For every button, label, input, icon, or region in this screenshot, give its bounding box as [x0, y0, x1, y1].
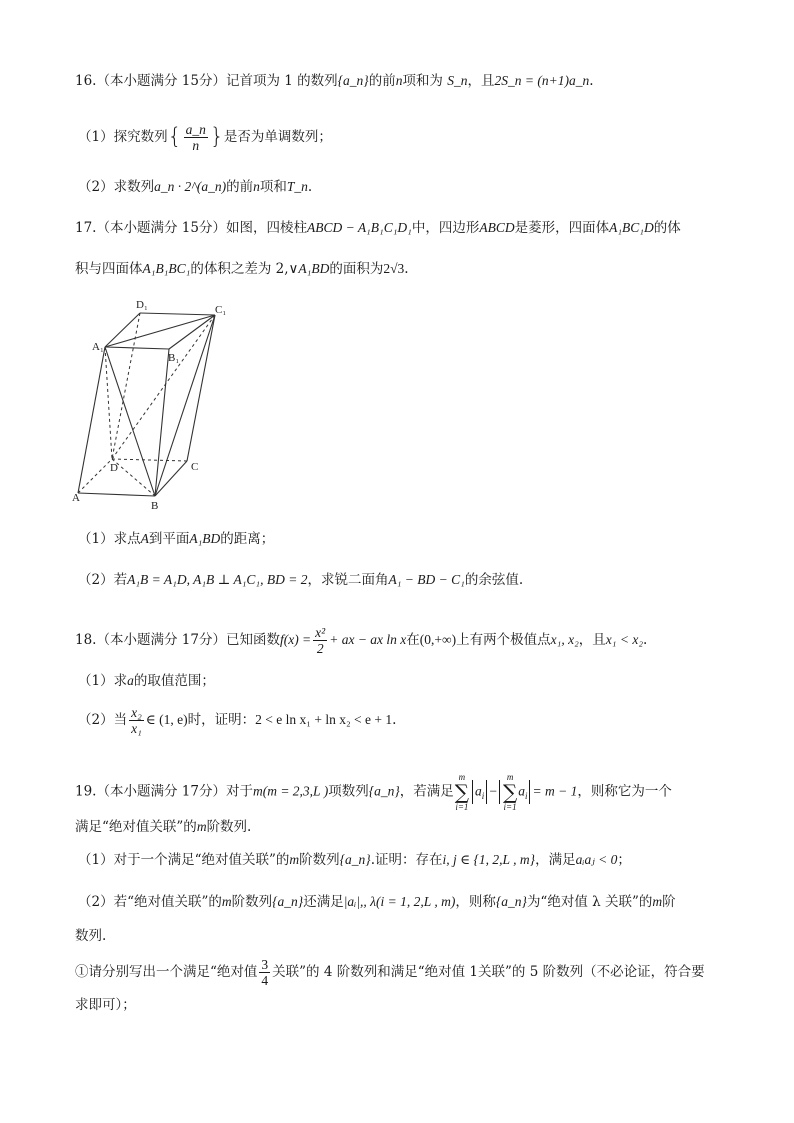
label-c1: C₁: [215, 304, 227, 316]
p19-q1-b: 阶数列: [299, 852, 340, 868]
sigma-2-top: m: [506, 772, 514, 782]
p16-q1-frac: [184, 122, 208, 153]
p17-q2-b: ，求锐二面角: [307, 572, 389, 588]
sigma-1-bot: i=1: [455, 802, 469, 812]
frac-den: n: [192, 138, 200, 153]
p17-l2b: 的体积之差为 2,∨: [190, 261, 299, 277]
p17-l1d: 的体: [653, 220, 681, 236]
p17-q1-d: 的距离；: [220, 531, 275, 547]
p19-q2: [78, 893, 676, 911]
p19-q2-abs: |aᵢ|,, λ(i = 1, 2,L , m): [343, 894, 456, 909]
p19-q2-m: m: [221, 894, 232, 909]
p18-q2-a: （2）当: [78, 712, 128, 728]
p19-sub1-num: 3: [261, 957, 269, 972]
p19-sub1: [75, 957, 705, 988]
label-b1: B₁: [168, 352, 180, 364]
p16-mid3: ，且: [467, 73, 495, 89]
p17-q1-a: （1）求点: [78, 531, 141, 547]
p19-l1c: ，若满足: [399, 783, 454, 800]
p16-q2-n: n: [253, 179, 260, 194]
p16-mid2: 项和为: [402, 73, 443, 89]
p18-pts: x₁, x₂: [550, 632, 579, 647]
edge-d1-c1: [140, 313, 215, 315]
edge-b1-c1: [169, 315, 215, 349]
p18-q2-in: ∈ (1, e): [145, 712, 188, 727]
p19-q2-d: ，则称: [455, 894, 496, 910]
p18-q1-a: （1）求: [78, 673, 128, 689]
p17-l1: 17.（本小题满分 15分）如图，四棱柱: [75, 220, 307, 236]
sigma-1: [455, 772, 469, 812]
p19-ai: a: [475, 783, 482, 799]
p18-interval: (0,+∞): [419, 632, 457, 647]
p19-q2-g: 数列.: [75, 928, 107, 944]
p17-l2d: .: [404, 261, 409, 277]
label-a: A: [72, 492, 80, 504]
p19-sub1-den: 4: [261, 973, 269, 988]
p19-ai-sub: i: [481, 791, 485, 802]
p16-q2-tn: T_n: [286, 179, 308, 194]
p19-q2-e: 为“绝对值 λ 关联”的: [526, 894, 653, 910]
p19-q1-seq: {a_n}: [339, 852, 371, 867]
p17-abcd: ABCD: [479, 220, 515, 235]
edge-a-b: [78, 493, 155, 496]
p19-line1: [75, 772, 672, 812]
p17-prism: ABCD − A₁B₁C₁D₁: [306, 220, 412, 235]
edge-b-c: [155, 461, 187, 496]
p16-line1: [75, 72, 594, 90]
p16-q1-pre: （1）探究数列: [78, 129, 168, 145]
p16-q2: [78, 178, 312, 196]
p16-eq: 2S_n = (n+1)a_n: [494, 73, 590, 88]
sigma-2: [503, 772, 517, 812]
p19-sub1-c: 求即可）；: [75, 997, 136, 1013]
p19-q1: [78, 851, 631, 869]
p17-q1-point: A: [140, 531, 149, 546]
p16-seq: {a_n}: [337, 73, 369, 88]
label-d1: D₁: [136, 299, 148, 311]
p18-den: 2: [316, 641, 324, 656]
p16-end: .: [589, 73, 594, 89]
p17-area: 2√3: [383, 261, 405, 276]
sigma-1-top: m: [458, 772, 466, 782]
p18-q2-ineq: 2 < e ln x₁ + ln x₂ < e + 1: [255, 712, 393, 727]
p17-l2a: 积与四面体: [75, 261, 143, 277]
p19-line2: [75, 818, 251, 836]
p18-q2-frac: [129, 705, 144, 736]
p19-l2b: 阶数列.: [206, 819, 252, 835]
hidden-c1-d: [112, 315, 215, 459]
p19-q2-seq2: {a_n}: [495, 894, 527, 909]
sigma-1-sym: ∑: [454, 780, 470, 804]
p18-q2-num: x₂: [131, 705, 142, 720]
abs-bar: [472, 780, 473, 804]
p19-q2-m2: m: [652, 894, 663, 909]
p16-q2-expr: a_n · 2^(a_n): [154, 179, 227, 194]
p16-q2-pre: （2）求数列: [78, 179, 155, 195]
p19-q1-e: ；: [617, 852, 631, 868]
label-d: D: [110, 462, 118, 474]
p19-minus: −: [489, 783, 497, 799]
p18-l1: 18.（本小题满分 17分）已知函数: [75, 632, 280, 648]
p19-q1-m: m: [289, 852, 300, 867]
p18-frac: [313, 625, 327, 656]
hidden-d-c: [112, 459, 187, 461]
p19-q2-seq: {a_n}: [272, 894, 304, 909]
p19-l2: 满足“绝对值关联”的: [75, 819, 197, 835]
brace-left: {: [167, 124, 182, 150]
p18-f: f(x) =: [279, 632, 312, 647]
p19-q1-c: .证明：存在: [370, 852, 443, 868]
p19-l1b: 项数列: [328, 783, 369, 800]
p16-q2-end: .: [307, 179, 313, 195]
sigma-2-bot: i=1: [503, 802, 517, 812]
p18-q2-end: .: [392, 712, 397, 728]
p18-q1-var: a: [127, 673, 134, 688]
p17-l1c: 是菱形，四面体: [514, 220, 610, 236]
p18-q2: [78, 705, 396, 736]
p17-line2: [75, 260, 409, 278]
p18-q1-b: 的取值范围；: [133, 673, 215, 689]
p19-mcond: m(m = 2,3,L ): [252, 783, 329, 799]
p16-q1: [78, 122, 332, 153]
p19-rhs: = m − 1: [532, 783, 578, 799]
label-b: B: [151, 500, 159, 512]
p19-q2-f: 阶: [662, 894, 676, 910]
p17-q1: [78, 530, 274, 548]
p19-ai-2: a: [518, 783, 525, 799]
p16-q2-post: 项和: [259, 179, 287, 195]
p19-sub1-b: 关联”的 4 阶数列和满足“绝对值 1关联”的 5 阶数列（不必论证，符合要: [272, 964, 705, 980]
p17-l1b: 中，四边形: [411, 220, 480, 236]
p17-q2: [78, 571, 523, 589]
abs-bar: [499, 780, 500, 804]
p19-sub1-a: ①请分别写出一个满足“绝对值: [75, 964, 258, 980]
p17-tri: A₁BD: [298, 261, 330, 276]
p18-line1: [75, 625, 647, 656]
p17-tet1: A₁BC₁D: [609, 220, 654, 235]
p19-q2-c: 还满足: [303, 894, 344, 910]
p17-q2-a: （2）若: [78, 572, 128, 588]
p18-rest: + ax − ax ln x: [329, 632, 407, 647]
p18-q2-b: 时，证明：: [187, 712, 256, 728]
p19-l1d: ，则称它为一个: [577, 783, 672, 800]
label-c: C: [191, 461, 199, 473]
p19-l2m: m: [196, 819, 207, 834]
p19-q1-d: ，满足: [535, 852, 576, 868]
p18-ineq: x₁ < x₂: [605, 632, 644, 647]
abs-bar: [529, 780, 530, 804]
abs-bar: [486, 780, 487, 804]
brace-right: }: [209, 124, 224, 150]
frac-num: a_n: [185, 122, 206, 137]
label-a1: A₁: [92, 341, 104, 353]
edge-a1-b1: [105, 347, 169, 349]
p16-head: 16.（本小题满分 15分）记首项为 1 的数列: [75, 73, 338, 89]
p18-l1c: 上有两个极值点: [456, 632, 551, 648]
p17-tet2: A₁B₁BC₁: [142, 261, 191, 276]
p18-l1d: ，且: [578, 632, 606, 648]
p17-line1: [75, 219, 681, 237]
p19-seq: {a_n}: [368, 783, 400, 799]
sigma-2-sym: ∑: [502, 780, 518, 804]
p17-q2-angle: A₁ − BD − C₁: [388, 572, 465, 587]
p18-q2-den: x₁: [131, 721, 142, 736]
p18-l1b: 在: [406, 632, 420, 648]
p16-sn: S_n: [447, 73, 468, 88]
p18-q1: [78, 672, 215, 690]
p19-ai-sub-2: i: [524, 791, 528, 802]
p19-sub1-frac: [259, 957, 270, 988]
p17-q2-cond: A₁B = A₁D, A₁B ⊥ A₁C₁, BD = 2: [127, 572, 308, 587]
p16-n: n: [395, 73, 403, 88]
p19-q1-a: （1）对于一个满足“绝对值关联”的: [78, 852, 290, 868]
p19-q1-set: i, j ∈ {1, 2,L , m}: [442, 852, 536, 867]
p17-l2c: 的面积为: [329, 261, 384, 277]
p16-q1-post: 是否为单调数列；: [223, 129, 332, 145]
p16-mid: 的前: [368, 73, 396, 89]
p17-q2-c: 的余弦值.: [464, 572, 524, 588]
p19-q1-ineq: aᵢaⱼ < 0: [575, 852, 618, 867]
edge-a1-a: [78, 347, 105, 493]
p17-q1-b: 到平面: [148, 531, 190, 547]
p19-l1: 19.（本小题满分 17分）对于: [75, 783, 253, 800]
p17-q1-plane: A₁BD: [189, 531, 221, 546]
p19-sub1-cont: [75, 996, 136, 1014]
prism-figure: [72, 295, 232, 512]
p19-q2-a: （2）若“绝对值关联”的: [78, 894, 222, 910]
p19-q2-cont: [75, 927, 106, 945]
p18-l1e: .: [643, 632, 648, 648]
p18-num: x²: [315, 625, 326, 640]
p16-q2-mid: 的前: [226, 179, 254, 195]
p19-q2-b: 阶数列: [231, 894, 273, 910]
